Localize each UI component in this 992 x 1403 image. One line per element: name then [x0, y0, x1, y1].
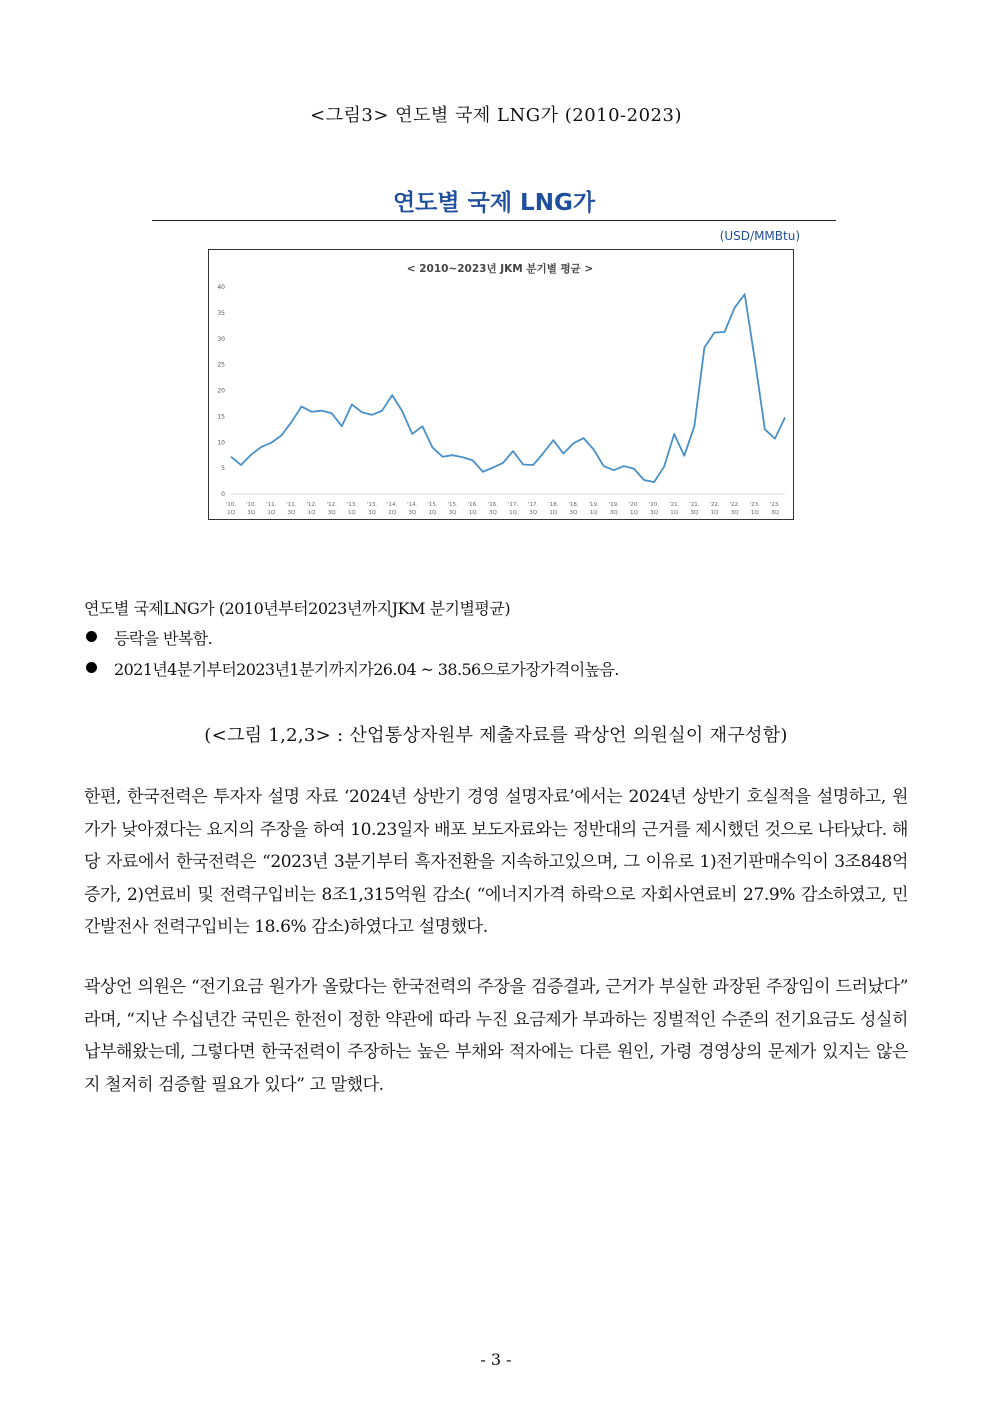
x-tick-label: [427, 502, 438, 516]
svg-text:'20.: '20.: [628, 502, 640, 508]
svg-text:1Q: 1Q: [549, 510, 558, 516]
svg-text:1Q: 1Q: [267, 510, 276, 516]
svg-text:'15.: '15.: [427, 502, 438, 508]
bullet-text: 2021년4분기부터2023년1분기까지가26.04 ~ 38.56으로가장가격이높음.: [114, 660, 619, 679]
svg-text:1Q: 1Q: [468, 510, 477, 516]
y-tick-label: 15: [217, 413, 225, 421]
line-chart: [209, 250, 792, 518]
svg-text:'10.: '10.: [225, 502, 237, 508]
svg-text:'23.: '23.: [749, 502, 760, 508]
svg-text:3Q: 3Q: [650, 510, 658, 516]
svg-text:'19.: '19.: [608, 502, 619, 508]
svg-text:'17.: '17.: [528, 502, 539, 508]
y-tick-label: 20: [217, 387, 225, 395]
svg-text:'15.: '15.: [447, 502, 458, 508]
bullet-icon: [86, 631, 97, 642]
x-tick-label: [508, 502, 519, 516]
svg-text:3Q: 3Q: [529, 510, 538, 516]
y-axis: [217, 284, 785, 498]
svg-text:'18.: '18.: [548, 502, 559, 508]
svg-text:3Q: 3Q: [287, 510, 296, 516]
svg-text:3Q: 3Q: [569, 510, 578, 516]
svg-text:3Q: 3Q: [448, 510, 457, 516]
svg-text:'21.: '21.: [669, 502, 680, 508]
x-tick-label: [750, 502, 761, 516]
y-tick-label: 0: [221, 491, 225, 498]
x-tick-label: [709, 502, 720, 516]
svg-text:1Q: 1Q: [670, 510, 679, 516]
svg-text:'16.: '16.: [487, 502, 499, 508]
x-tick-label: [347, 502, 358, 516]
svg-text:1Q: 1Q: [428, 510, 437, 516]
body-paragraph: 한편, 한국전력은 투자자 설명 자료 ‘2024년 상반기 경영 설명자료’에서는 2024년 상반기 호실적을 설명하고, 원가가 낮아졌다는 요지의 주장을 하여 10.23일자 배포 보도자료와는 정반대의 근거를 제시했던 것으로 나타났다. 해당 자료에서 한국전력은 “2023년 3분기부터 흑자전환을 지속하고있으며, 그 이유로 1)전기판매수익이 3조848억 증가, 2)연료비 및 전력구입비는 8조1,315억원 감소( “에너지가격 하락으로 자회사연료비 27.9% 감소하였고, 민간발전사 전력구입비는 18.6% 감소)하였다고 설명했다.: [84, 787, 908, 937]
svg-text:3Q: 3Q: [327, 510, 336, 516]
x-tick-label: [689, 502, 700, 516]
y-tick-label: 30: [217, 335, 225, 343]
svg-text:1Q: 1Q: [509, 510, 517, 516]
y-tick-label: 10: [217, 439, 225, 447]
x-tick-label: [367, 502, 378, 516]
svg-text:1Q: 1Q: [629, 510, 638, 516]
x-tick-label: [548, 502, 559, 516]
y-tick-label: 35: [217, 309, 225, 317]
x-tick-label: [770, 502, 781, 516]
svg-text:1Q: 1Q: [750, 510, 759, 516]
y-tick-label: 40: [217, 284, 225, 291]
chart-frame: [208, 249, 794, 520]
svg-text:1Q: 1Q: [347, 510, 356, 516]
svg-text:3Q: 3Q: [609, 510, 618, 516]
svg-text:'16.: '16.: [467, 502, 478, 508]
x-tick-label: [468, 502, 479, 516]
svg-text:1Q: 1Q: [307, 510, 316, 516]
svg-text:'12.: '12.: [306, 502, 317, 508]
svg-text:3Q: 3Q: [368, 510, 376, 516]
y-tick-label: 5: [221, 465, 225, 473]
source-line: (<그림 1,2,3> : 산업통상자원부 제출자료를 곽상언 의원실이 재구성함): [204, 725, 788, 746]
x-tick-label: [528, 502, 539, 516]
x-tick-label: [588, 502, 599, 516]
heading-rule: [152, 220, 836, 221]
svg-text:'22.: '22.: [729, 502, 740, 508]
svg-text:'12.: '12.: [326, 502, 337, 508]
x-axis: [226, 502, 780, 516]
svg-text:'22.: '22.: [709, 502, 720, 508]
svg-text:1Q: 1Q: [227, 510, 235, 516]
x-tick-label: [730, 502, 741, 516]
figure-caption: <그림3> 연도별 국제 LNG가 (2010-2023): [310, 105, 682, 126]
svg-text:3Q: 3Q: [730, 510, 739, 516]
svg-text:'17.: '17.: [507, 502, 519, 508]
page-number: - 3 -: [480, 1350, 512, 1369]
svg-text:'20.: '20.: [648, 502, 660, 508]
x-tick-label: [387, 502, 398, 516]
x-tick-label: [327, 502, 338, 516]
svg-text:1Q: 1Q: [388, 510, 397, 516]
svg-text:'10.: '10.: [246, 502, 257, 508]
svg-text:'21.: '21.: [689, 502, 700, 508]
svg-text:'11.: '11.: [266, 502, 277, 508]
svg-text:3Q: 3Q: [690, 510, 699, 516]
x-tick-label: [649, 502, 660, 516]
summary-title: 연도별 국제LNG가 (2010년부터2023년까지JKM 분기별평균): [84, 599, 511, 618]
svg-text:3Q: 3Q: [408, 510, 417, 516]
bullet-text: 등락을 반복함.: [114, 629, 213, 648]
svg-text:3Q: 3Q: [488, 510, 497, 516]
svg-text:'23.: '23.: [769, 502, 781, 508]
svg-text:'11.: '11.: [286, 502, 297, 508]
x-tick-label: [246, 502, 257, 516]
svg-text:'13.: '13.: [346, 502, 358, 508]
svg-text:'13.: '13.: [366, 502, 378, 508]
x-tick-label: [266, 502, 277, 516]
x-tick-label: [226, 502, 237, 516]
svg-text:1Q: 1Q: [710, 510, 719, 516]
svg-text:1Q: 1Q: [589, 510, 598, 516]
chart-title: < 2010~2023년 JKM 분기별 평균 >: [406, 263, 594, 275]
svg-text:'18.: '18.: [568, 502, 579, 508]
svg-text:'19.: '19.: [588, 502, 599, 508]
jkm-price-line: [231, 294, 785, 482]
unit-label: (USD/MMBtu): [719, 229, 800, 243]
svg-text:3Q: 3Q: [771, 510, 779, 516]
x-tick-label: [407, 502, 418, 516]
y-tick-label: 25: [217, 361, 225, 369]
x-tick-label: [609, 502, 620, 516]
svg-text:'14.: '14.: [407, 502, 418, 508]
x-tick-label: [306, 502, 317, 516]
x-tick-label: [488, 502, 499, 516]
x-tick-label: [629, 502, 640, 516]
x-tick-label: [568, 502, 579, 516]
svg-text:3Q: 3Q: [247, 510, 256, 516]
chart-heading: 연도별 국제 LNG가: [392, 190, 596, 216]
x-tick-label: [286, 502, 297, 516]
bullet-icon: [86, 662, 97, 673]
x-tick-label: [447, 502, 458, 516]
svg-text:'14.: '14.: [387, 502, 398, 508]
x-tick-label: [669, 502, 680, 516]
body-paragraph: 곽상언 의원은 “전기요금 원가가 올랐다는 한국전력의 주장을 검증결과, 근거가 부실한 과장된 주장임이 드러났다” 라며, “지난 수십년간 국민은 한전이 정한 약관에 따라 누진 요금제가 부과하는 징벌적인 수준의 전기요금도 성실히 납부해왔는데, 그렇다면 한국전력이 주장하는 높은 부채와 적자에는 다른 원인, 가령 경영상의 문제가 있지는 않은지 철저히 검증할 필요가 있다” 고 말했다.: [84, 977, 908, 1095]
